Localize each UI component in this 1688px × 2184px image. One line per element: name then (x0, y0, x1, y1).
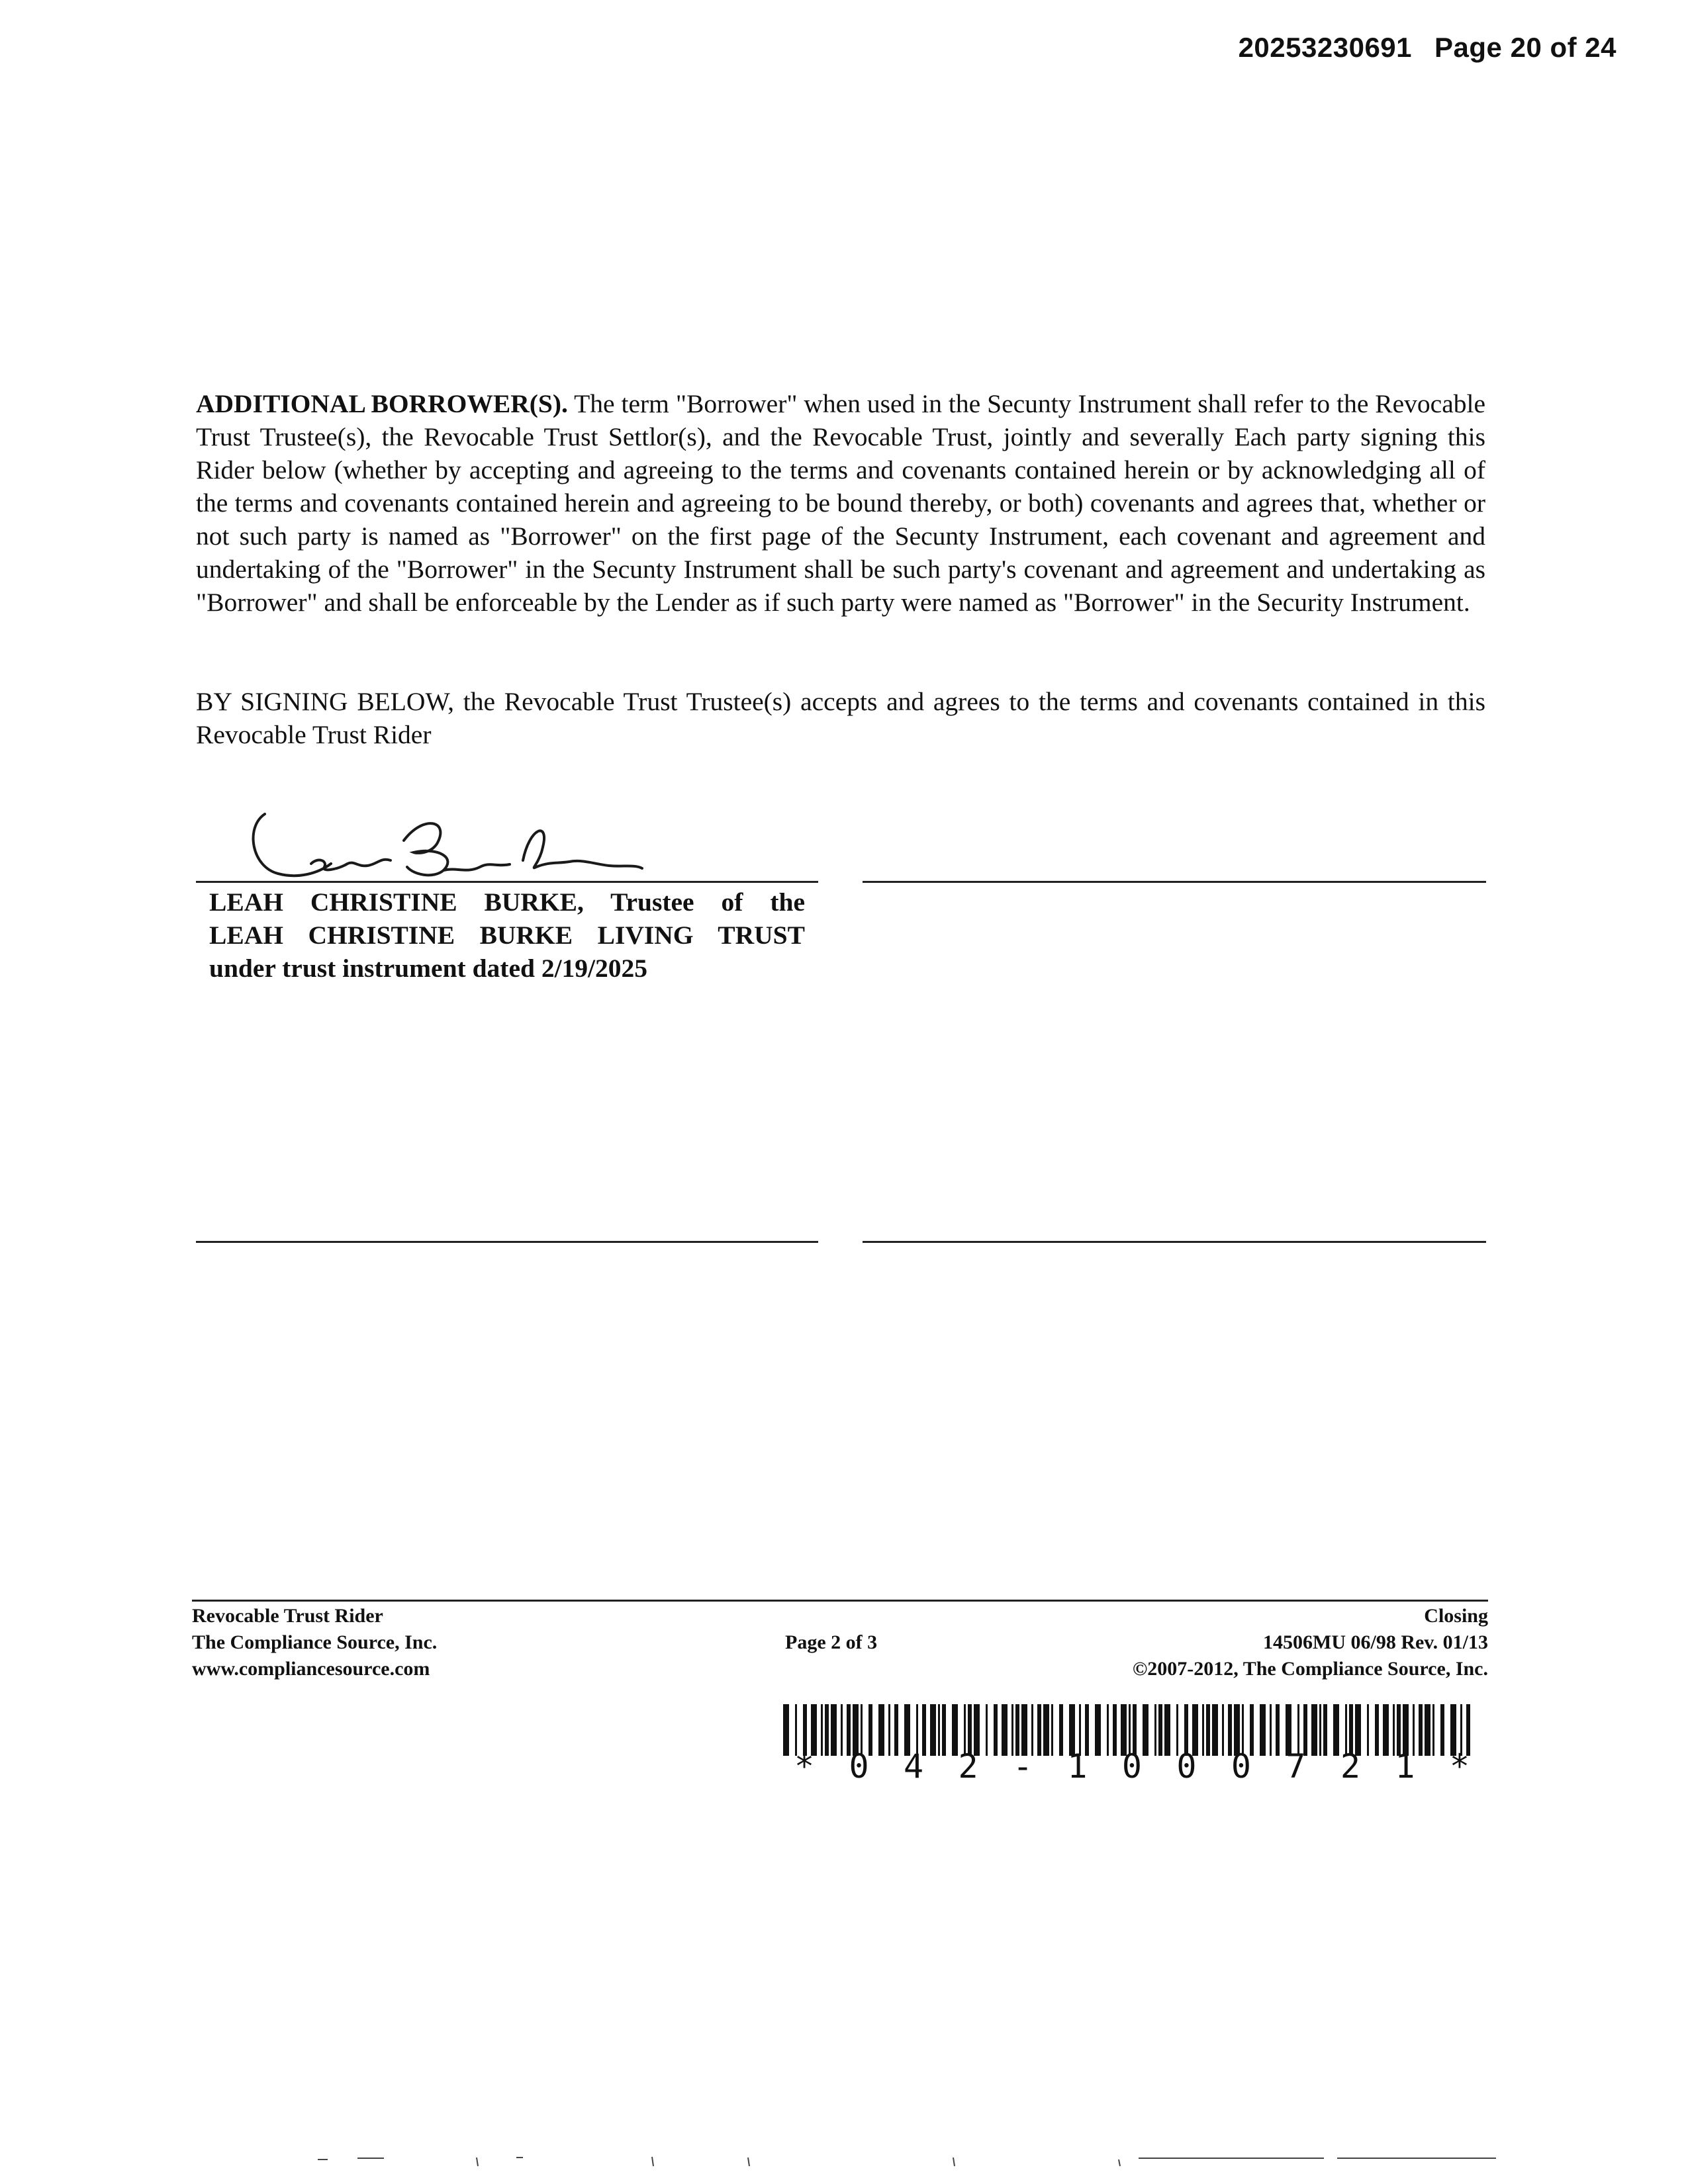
barcode-char: * (794, 1747, 815, 1786)
publisher: The Compliance Source, Inc. (192, 1631, 438, 1653)
signature-line-1 (196, 881, 818, 883)
barcode-char: * (1449, 1747, 1470, 1786)
footer-right (1133, 1603, 1488, 1682)
signer-line-1: LEAH CHRISTINE BURKE, Trustee of the (209, 887, 805, 917)
form-code: 14506MU 06/98 Rev. 01/13 (1263, 1631, 1488, 1653)
barcode-char: 2 (1340, 1747, 1360, 1786)
signature-line-2 (863, 881, 1486, 883)
signer-line-2: LEAH CHRISTINE BURKE LIVING TRUST (209, 921, 805, 950)
paragraph-heading: ADDITIONAL BORROWER(S). (196, 389, 568, 418)
copyright: ©2007-2012, The Compliance Source, Inc. (1132, 1658, 1488, 1680)
barcode-char: 7 (1286, 1747, 1306, 1786)
signing-statement-paragraph: BY SIGNING BELOW, the Revocable Trust Trustee(s) accepts and agrees to the terms and covenants contained in this Revocable Trust Rider (196, 687, 1485, 749)
signer-name-block (209, 886, 805, 985)
paragraph-body: The term "Borrower" when used in the Secunty Instrument shall refer to the Revocable Trust Trustee(s), the Revocable Trust Settlor(s), and the Revocable Trust, jointly and severally Each party signing this Rider below (whether by accepting and agreeing to the terms and covenants contained herein or by acknowledging all of the terms and covenants contained herein and agreeing to be bound thereby, or both) covenants and agrees that, whether or not such party is named as "Borrower" on the first page of the Secunty Instrument, each covenant and agreement and undertaking of the "Borrower" in the Secunty Instrument shall be such party's covenant and agreement and undertaking as "Borrower" and shall be enforceable by the Lender as if such party were named as "Borrower" in the Security Instrument. (196, 389, 1485, 617)
barcode-char: 0 (1176, 1747, 1197, 1786)
handwritten-signature (238, 801, 662, 887)
additional-borrowers-paragraph (196, 387, 1485, 619)
barcode-char: 4 (903, 1747, 924, 1786)
barcode-char: 0 (1121, 1747, 1143, 1786)
document-number: 20253230691 (1238, 32, 1413, 63)
form-stage: Closing (1424, 1605, 1488, 1627)
signer-line-3: under trust instrument dated 2/19/2025 (209, 954, 648, 983)
signature-line-4 (863, 1241, 1486, 1243)
page-header (1239, 32, 1617, 64)
footer-rule (192, 1600, 1488, 1602)
signature-line-3 (196, 1241, 818, 1243)
barcode-bar (783, 1704, 789, 1756)
publisher-url: www.compliancesource.com (192, 1658, 430, 1680)
barcode-text (794, 1747, 1470, 1786)
form-title: Revocable Trust Rider (192, 1605, 383, 1627)
scan-artifacts (0, 2154, 1688, 2174)
barcode-char: 0 (1231, 1747, 1251, 1786)
barcode-char: - (1012, 1747, 1033, 1786)
page-counter: Page 20 of 24 (1434, 32, 1617, 63)
barcode-char: 1 (1395, 1747, 1415, 1786)
barcode-char: 0 (849, 1747, 869, 1786)
barcode-char: 2 (958, 1747, 978, 1786)
barcode-char: 1 (1067, 1747, 1088, 1786)
footer-left (192, 1603, 437, 1682)
footer-page-number: Page 2 of 3 (785, 1631, 878, 1653)
